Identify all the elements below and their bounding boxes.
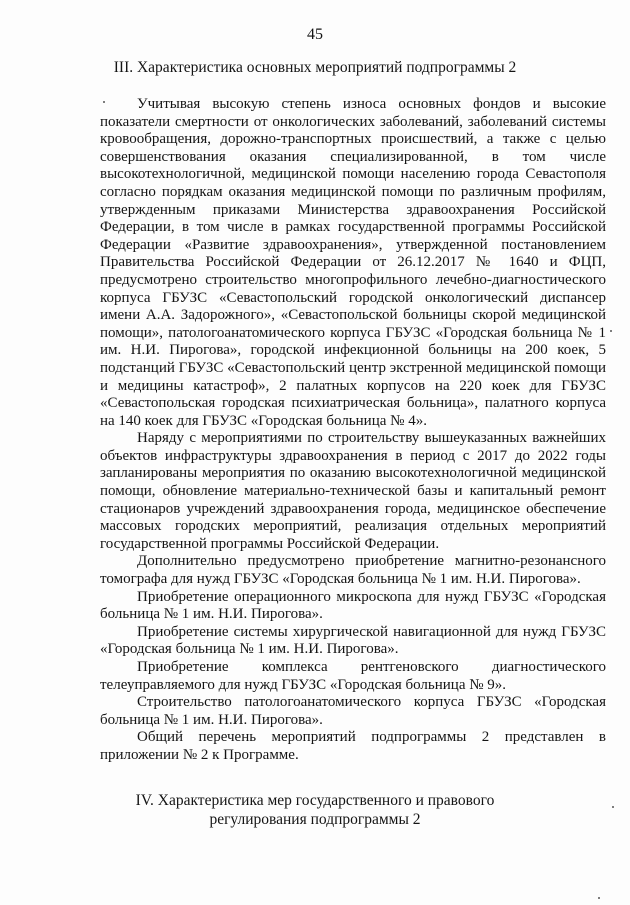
- page-number: 45: [307, 26, 323, 43]
- section-4-title: [0, 791, 630, 829]
- paragraph-5: Приобретение системы хирургической навигационной для нужд ГБУЗС «Городская больница № 1 им. Н.И. Пирогова».: [100, 623, 606, 658]
- scan-speck: [598, 897, 600, 899]
- section-4-title-line-2: регулирования подпрограммы 2: [209, 811, 421, 828]
- paragraph-2: Наряду с мероприятиями по строительству вышеуказанных важнейших объектов инфраструктуры здравоохранения в период с 2017 до 2022 годы запланированы мероприятия по оказанию высокотехнологичной медицинской помощи, обновление материально-технической базы и капитальный ремонт стационаров учреждений здравоохранения города, медицинское обеспечение массовых городских мероприятий, реализация отдельных мероприятий государственной программы Российской Федерации.: [100, 430, 606, 552]
- section-4-title-line-1: IV. Характеристика мер государственного и правового: [135, 792, 495, 809]
- scan-speck: [612, 806, 614, 808]
- paragraph-3: Дополнительно предусмотрено приобретение магнитно-резонансного томографа для нужд ГБУЗС «Городская больница № 1 им. Н.И. Пирогова».: [100, 553, 606, 588]
- paragraph-4: Приобретение операционного микроскопа для нужд ГБУЗС «Городская больница № 1 им. Н.И. Пирогова».: [100, 588, 606, 623]
- paragraph-8: Общий перечень мероприятий подпрограммы 2 представлен в приложении № 2 к Программе.: [100, 729, 606, 763]
- paragraph-7: Строительство патологоанатомического корпуса ГБУЗС «Городская больница № 1 им. Н.И. Пирогова».: [100, 694, 606, 728]
- scan-speck: [610, 330, 612, 332]
- section-3-title: III. Характеристика основных мероприятий подпрограммы 2: [113, 59, 517, 76]
- scan-speck: [103, 101, 105, 103]
- section-3-body: [100, 96, 606, 765]
- paragraph-1: Учитывая высокую степень износа основных фондов и высокие показатели смертности от онкологических заболеваний, заболеваний системы кровообращения, дорожно-транспортных происшествий, а также с целью совершенствования оказания специализированной, в том числе высокотехнологичной, медицинской помощи населению города Севастополя согласно порядкам оказания медицинской помощи по различным профилям, утвержденным приказами Министерства здравоохранения Российской Федерации, в том числе в рамках государственной программы Российской Федерации «Развитие здравоохранения», утвержденной постановлением Правительства Российской Федерации от 26.12.2017 № 1640 и ФЦП, предусмотрено строительство многопрофильного лечебно-диагностического корпуса ГБУЗС «Севастопольский городской онкологический диспансер имени А.А. Задорожного», «Севастопольской больницы скорой медицинской помощи», патологоанатомического корпуса ГБУЗС «Городская больница № 1 им. Н.И. Пирогова», городской инфекционной больницы на 200 коек, 5 подстанций ГБУЗС «Севастопольский центр экстренной медицинской помощи и медицины катастроф», 2 палатных корпусов на 220 коек для ГБУЗС «Севастопольская городская психиатрическая больница», палатного корпуса на 140 коек для ГБУЗС «Городская больница № 4».: [100, 96, 606, 429]
- paragraph-6: Приобретение комплекса рентгеновского диагностического телеуправляемого для нужд ГБУЗС «Городская больница № 9».: [100, 659, 606, 693]
